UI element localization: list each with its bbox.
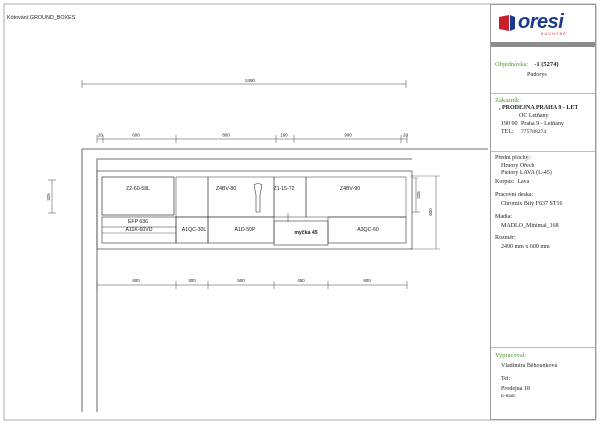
dim-segment-5: 900	[344, 132, 352, 138]
lower-cabinets	[102, 213, 406, 245]
spec-size-label: Rozměr:	[495, 235, 516, 241]
left-dimension	[46, 180, 56, 213]
label-efp-636: EFP 636	[127, 219, 149, 225]
cabinet-z2-60-58l	[102, 177, 174, 215]
logo-brand: oresi	[518, 11, 564, 33]
right-dimensions	[410, 176, 440, 249]
logo-tagline: KUCHYNĚ	[541, 32, 567, 36]
customer-label: Zákazník:	[495, 97, 521, 104]
label-z2-60-58l: Z2-60-58L	[126, 186, 150, 192]
label-a1d-50p: A1D-50P	[234, 227, 256, 233]
dim-bottom-3: 500	[237, 278, 245, 283]
prepared-name: Vladimíra Běhounková	[501, 363, 558, 369]
dim-right-325: 325	[416, 191, 421, 199]
overall-dimension-label: 2490	[245, 78, 255, 83]
spec-handles-label: Madla:	[495, 214, 512, 220]
top-segment-dimensions	[97, 133, 408, 144]
spec-front-label: Přední plochy:	[495, 155, 531, 161]
dim-segment-4: 160	[280, 132, 288, 138]
dim-segment-2: 600	[132, 132, 140, 138]
label-z1-15-72: Z1-15-72	[273, 186, 295, 192]
cabinet-corner-gap	[176, 177, 208, 217]
specs-section	[491, 151, 595, 347]
dim-segment-6: 20	[403, 132, 408, 138]
dim-right-600: 600	[428, 208, 433, 216]
customer-name: , PRODEJNA PRAHA 9 - LET	[499, 105, 579, 111]
spec-body-value: Lava	[517, 179, 530, 185]
sheet-header-label: Kótování:GROUND_BOXES	[7, 15, 76, 21]
bottom-dimensions	[97, 278, 407, 289]
label-a11k-60vd: A11K-60VD	[125, 227, 153, 233]
order-section	[491, 53, 595, 93]
prepared-tel-label: Tel:	[501, 376, 511, 382]
dim-bottom-1: 600	[132, 278, 140, 283]
title-block	[490, 4, 596, 420]
order-view: Půdorys	[527, 72, 547, 78]
cabinet-z4bv-80	[208, 177, 274, 217]
customer-section	[491, 93, 595, 151]
label-a3qc-60: A3QC-60	[357, 227, 379, 233]
spec-worktop-value: Chromix Bílý F637 ST16	[501, 201, 563, 207]
customer-line2: OC Letňany	[519, 113, 549, 119]
logo	[491, 9, 595, 39]
spec-body-label: Korpus:	[495, 179, 515, 185]
gray-bar	[491, 42, 595, 47]
customer-zip: 190 00	[501, 121, 518, 127]
spec-front-value-2: Pietory LAVA (L-45)	[501, 170, 552, 176]
faucet-icon	[254, 184, 262, 213]
spec-size-value: 2490 mm x 600 mm	[501, 244, 550, 250]
dim-left-325: 325	[46, 193, 51, 201]
customer-tel-label: TEL:	[501, 129, 514, 135]
prepared-store: Prodejna 18	[501, 386, 530, 392]
customer-city: Praha 9 - Letňany	[521, 121, 564, 127]
prepared-label: Vypracoval:	[495, 352, 527, 359]
dim-bottom-2: 300	[188, 278, 196, 283]
logo-mark-icon	[497, 13, 517, 33]
spec-worktop-label: Pracovní deska:	[495, 192, 534, 198]
spec-front-value-1: Hruory Ořech	[501, 163, 535, 169]
customer-tel: 775788274	[521, 129, 547, 135]
spec-handles-value: MADLO_Minimal_168	[501, 223, 559, 229]
dim-bottom-4: 450	[297, 278, 305, 283]
cabinet-z1-15-72	[274, 177, 306, 217]
prepared-email-label: E-mail:	[501, 394, 516, 399]
label-z4bv-90: Z4BV-90	[339, 186, 361, 192]
upper-cabinets	[102, 177, 406, 217]
dim-bottom-5: 600	[363, 278, 371, 283]
order-value: -1 (5274)	[534, 61, 559, 68]
prepared-section	[491, 347, 595, 419]
dim-segment-3: 800	[222, 132, 230, 138]
order-label: Objednávka:	[495, 61, 529, 68]
label-dishwasher: myčka 45	[294, 230, 318, 236]
overall-dimension	[82, 78, 406, 88]
cabinet-z4bv-90	[306, 177, 406, 217]
label-a1qc-30l: A1QC-30L	[181, 227, 207, 233]
label-z4bv-80: Z4BV-80	[215, 186, 237, 192]
worktop-outline	[97, 171, 412, 249]
dim-segment-1: 20	[98, 132, 103, 138]
